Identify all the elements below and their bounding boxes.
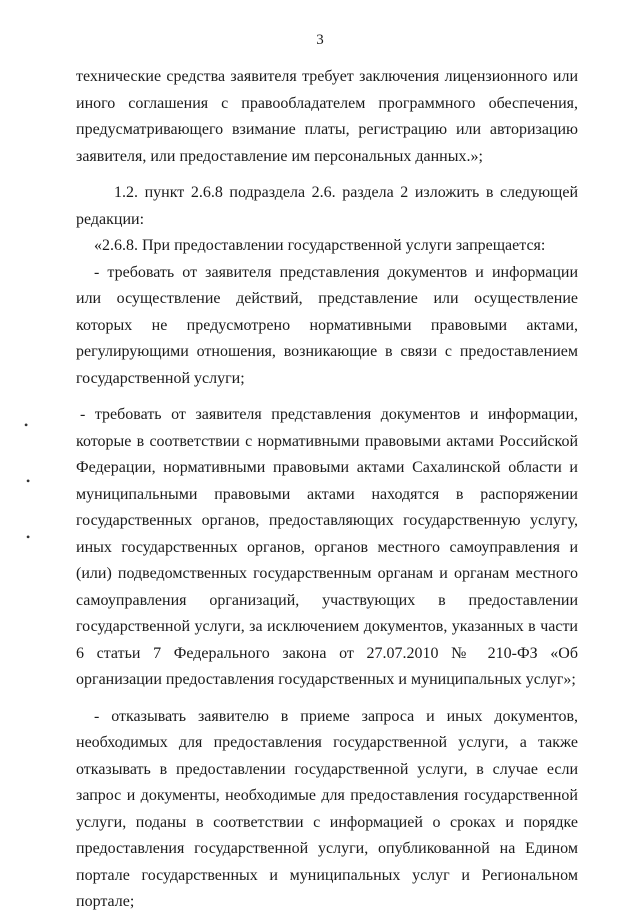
paragraph-prohibition-3: - отказывать заявителю в приеме запроса и иных документов, необходимых для предоставления государственной услуги, а также отказывать в предоставлении государственной услуги, в случае если запрос и документы, необходимые для предоставления государственной услуги, поданы в соответствии с информацией о сроках и порядке предоставления государственной услуги, опубликованной на Едином портале государственных и муниципальных услуг и Региональном портале; xyxy=(76,707,578,910)
paragraph-prohibition-2: - требовать от заявителя представления документов и информации, которые в соответствии с нормативными правовыми актами Российской Федерации, нормативными правовыми актами Сахалинской области и муниципальными правовыми актами находятся в распоряжении государственных органов, предоставляющих государственную услугу, иных государственных органов, органов местного самоуправления и (или) подведомственных государственным органам и органам местного самоуправления организаций, участвующих в предоставлении государственной услуги, за исключением документов, указанных в части 6 статьи 7 Федерального закона от 27.07.2010 № 210-ФЗ «Об организации предоставления государственных и муниципальных услуг»; xyxy=(76,406,578,688)
paragraph-clause-2-6-8: «2.6.8. При предоставлении государственной услуги запрещается: xyxy=(94,237,546,254)
page-number: 3 xyxy=(316,32,324,48)
margin-mark: • xyxy=(24,418,29,432)
margin-mark: • xyxy=(26,474,31,488)
margin-mark: • xyxy=(26,530,31,544)
paragraph-prohibition-1: - требовать от заявителя представления документов и информации или осуществление действий, представление или осуществление которых не предусмотрено нормативными правовыми актами, регулирующими отношения, возникающие в связи с предоставлением государственной услуги; xyxy=(76,263,578,387)
paragraph-item-1-2: 1.2. пункт 2.6.8 подраздела 2.6. раздела 2 изложить в следующей редакции: xyxy=(76,184,578,228)
document-body xyxy=(76,64,578,916)
paragraph-continuation: технические средства заявителя требует заключения лицензионного или иного соглашения с правообладателем программного обеспечения, предусматривающего взимание платы, регистрацию или авторизацию заявителя, или предоставление им персональных данных.»; xyxy=(76,68,578,165)
